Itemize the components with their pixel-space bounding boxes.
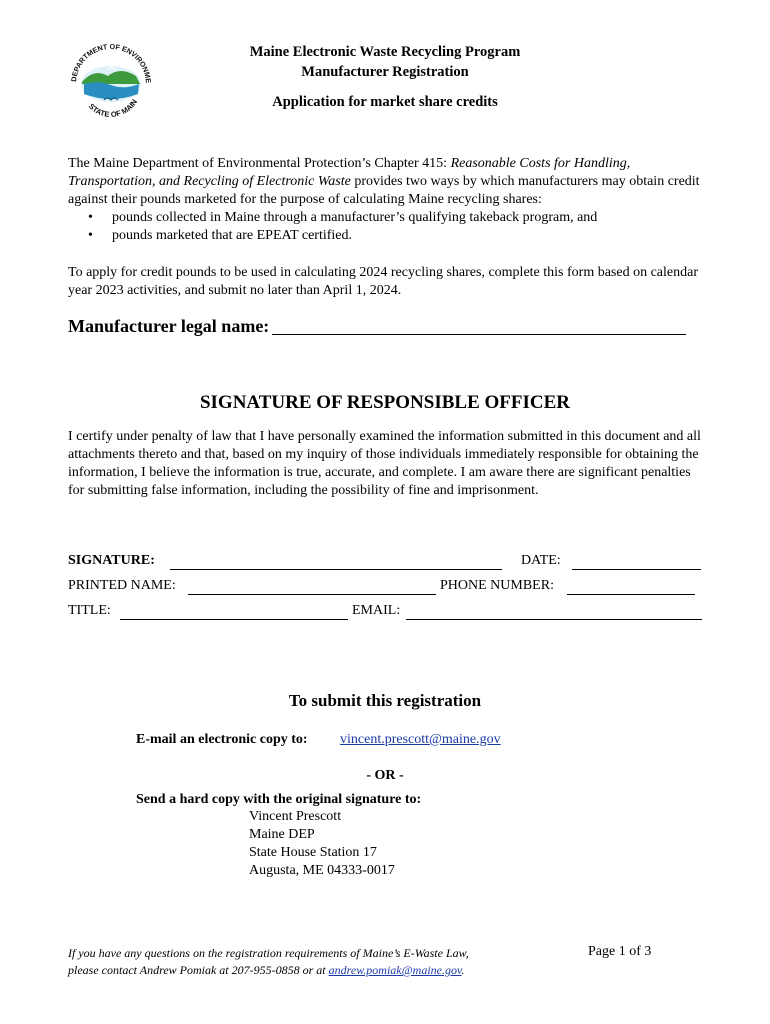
application-heading: Application for market share credits xyxy=(272,94,498,110)
svg-text:STATE OF MAINE: STATE OF MAIN xyxy=(86,97,140,120)
list-item: • pounds marketed that are EPEAT certified. xyxy=(88,227,688,245)
or-separator: - OR - xyxy=(366,768,404,783)
title-label: TITLE: xyxy=(68,603,111,618)
manufacturer-name-label: Manufacturer legal name: xyxy=(68,316,270,336)
list-item: • pounds collected in Maine through a manufacturer’s qualifying takeback program, and xyxy=(88,209,688,227)
email-field[interactable] xyxy=(406,618,702,620)
program-title: Maine Electronic Waste Recycling Program xyxy=(249,44,521,60)
signature-field[interactable] xyxy=(170,568,502,570)
credit-methods-list xyxy=(88,209,688,245)
footer-contact-note xyxy=(68,945,538,979)
phone-number-field[interactable] xyxy=(567,593,695,595)
contact-email-link[interactable]: andrew.pomiak@maine.gov xyxy=(328,963,462,977)
manufacturer-name-field[interactable] xyxy=(272,334,686,335)
signature-label: SIGNATURE: xyxy=(68,553,155,568)
address-line: Maine DEP xyxy=(249,827,315,842)
certification-text: I certify under penalty of law that I have personally examined the information submitted in this document and all attachments thereto and that, based on my inquiry of those individuals immediately responsible for obtaining the information, I believe the information is true, accurate, and complete. I am aware there are significant penalties for submitting false information, including the possibility of fine and imprisonment. xyxy=(68,429,701,498)
hard-copy-label: Send a hard copy with the original signature to: xyxy=(136,792,422,807)
intro-paragraph xyxy=(68,155,702,209)
submission-email-link[interactable]: vincent.prescott@maine.gov xyxy=(340,732,501,747)
intro-text-end: provides two ways by which manufacturers may obtain credit against their pounds marketed for the purpose of calculating Maine recycling shares: xyxy=(68,174,700,207)
instructions-paragraph: To apply for credit pounds to be used in calculating 2024 recycling shares, complete this form based on calendar year 2023 activities, and submit no later than April 1, 2024. xyxy=(68,265,698,298)
chapter-title: Reasonable Costs for Handling, Transportation, and Recycling of Electronic Waste xyxy=(68,156,631,189)
svg-text:DEPARTMENT OF ENVIRONMENTAL PR: DEPARTMENT OF ENVIRONME xyxy=(69,41,154,84)
date-label: DATE: xyxy=(521,553,561,568)
printed-name-label: PRINTED NAME: xyxy=(68,578,176,593)
intro-text-start: The Maine Department of Environmental Protection’s Chapter 415: xyxy=(68,156,451,171)
date-field[interactable] xyxy=(572,568,701,570)
footer-line-2 xyxy=(68,962,538,979)
address-line: State House Station 17 xyxy=(249,845,377,860)
email-submission-label: E-mail an electronic copy to: xyxy=(136,732,308,747)
submit-section-title: To submit this registration xyxy=(288,691,482,710)
email-label: EMAIL: xyxy=(352,603,401,618)
registration-subtitle: Manufacturer Registration xyxy=(301,64,469,80)
page-number: Page 1 of 3 xyxy=(588,944,652,959)
maine-dep-seal-logo xyxy=(64,34,158,128)
address-line: Augusta, ME 04333-0017 xyxy=(249,863,395,878)
footer-contact-text: please contact Andrew Pomiak at 207-955-0858 or at xyxy=(68,963,329,977)
signature-section-title: SIGNATURE OF RESPONSIBLE OFFICER xyxy=(199,392,571,413)
footer-period: . xyxy=(461,963,465,977)
footer-line-1: If you have any questions on the registration requirements of Maine’s E-Waste Law, xyxy=(68,946,469,960)
printed-name-field[interactable] xyxy=(188,593,436,595)
title-field[interactable] xyxy=(120,618,348,620)
address-line: Vincent Prescott xyxy=(249,809,342,824)
phone-number-label: PHONE NUMBER: xyxy=(440,578,554,593)
